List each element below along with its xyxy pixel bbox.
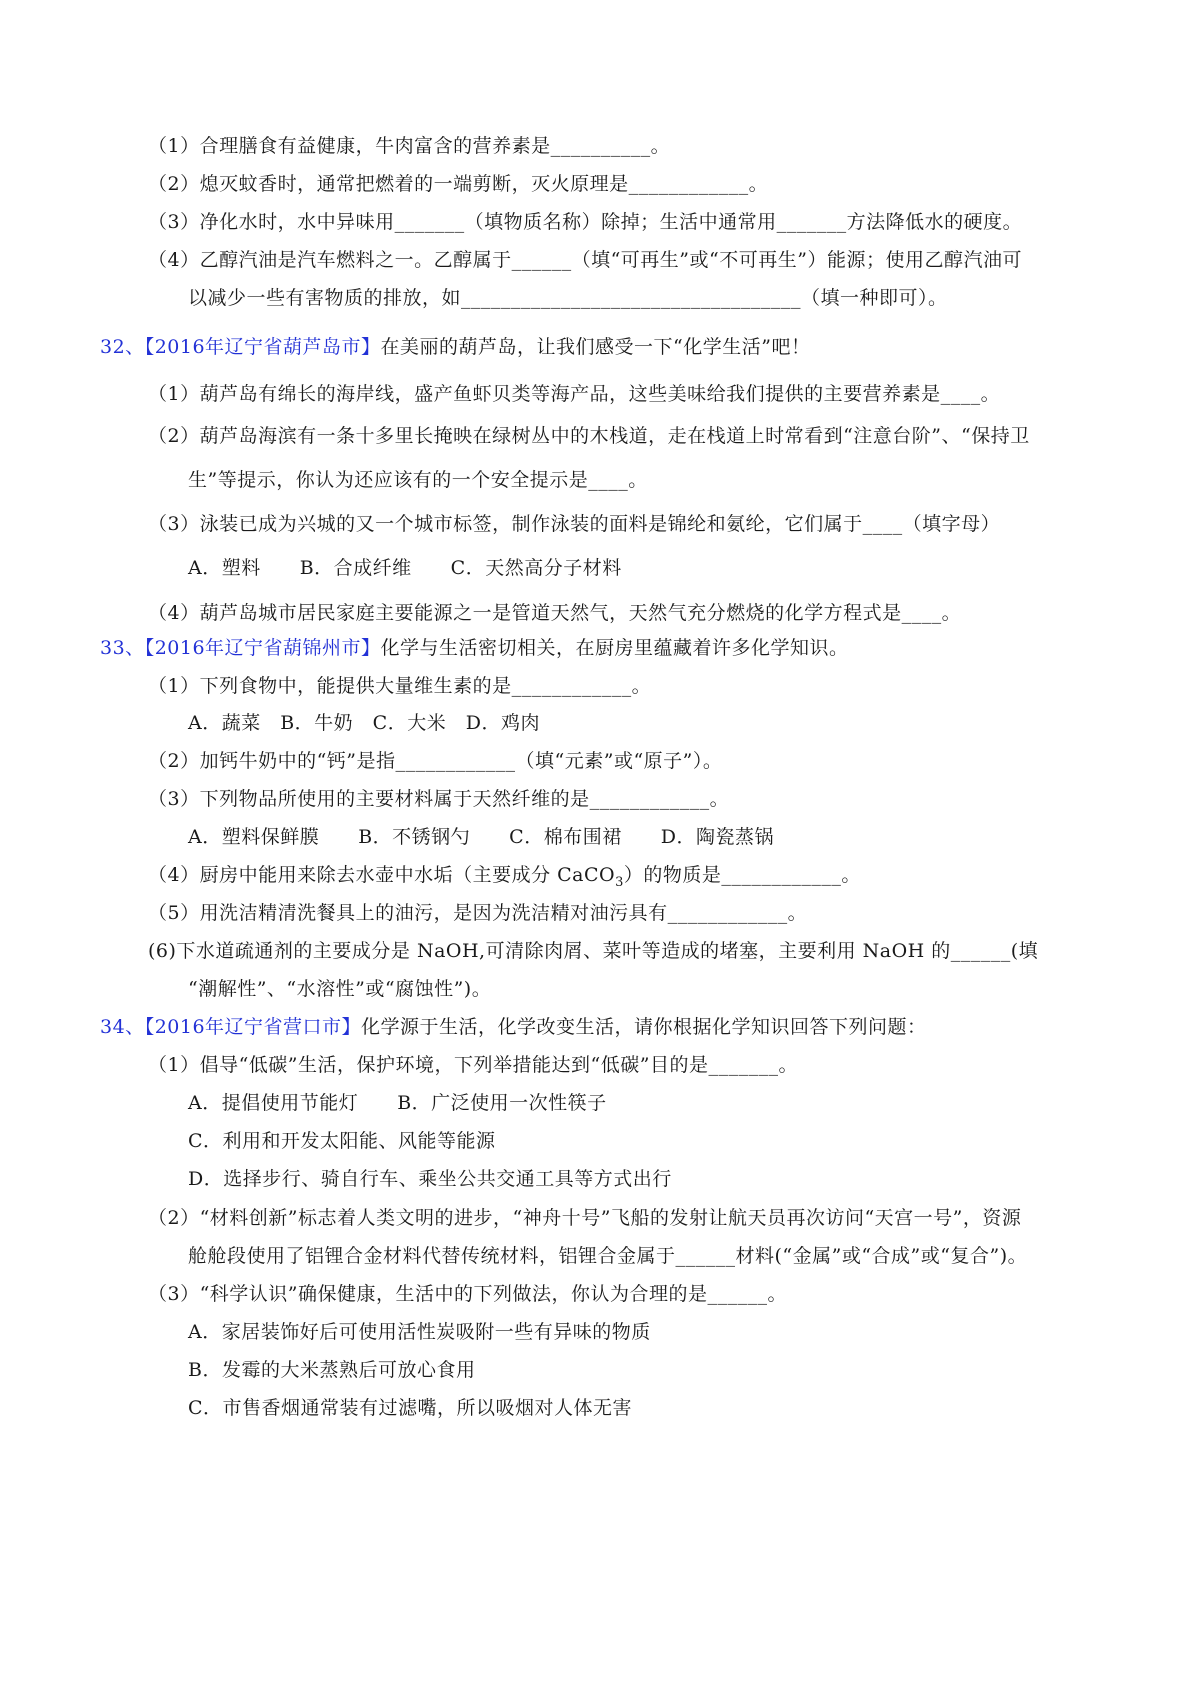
q33-number: 33、 bbox=[100, 637, 145, 659]
q33-part-4-tail: ）的物质是____________。 bbox=[623, 864, 861, 886]
q33-part-6-line1: (6)下水道疏通剂的主要成分是 NaOH,可清除肉屑、菜叶等造成的堵塞，主要利用 NaOH 的______(填 bbox=[148, 940, 1039, 962]
q33-part-2: （2）加钙牛奶中的“钙”是指____________（填“元素”或“原子”）。 bbox=[148, 750, 723, 772]
q34-source[interactable]: 【2016年辽宁省营口市】 bbox=[144, 1016, 362, 1038]
q34-part-1-options-ab: A．提倡使用节能灯 B．广泛使用一次性筷子 bbox=[188, 1092, 607, 1114]
q32-part-2-line1: （2）葫芦岛海滨有一条十多里长掩映在绿树丛中的木栈道，走在栈道上时常看到“注意台阶”、“保持卫 bbox=[148, 425, 1030, 447]
q34-part-1-option-c: C．利用和开发太阳能、风能等能源 bbox=[188, 1130, 496, 1152]
q32-part-4: （4）葫芦岛城市居民家庭主要能源之一是管道天然气，天然气充分燃烧的化学方程式是____。 bbox=[148, 602, 962, 624]
q33-part-4-subscript: 3 bbox=[615, 874, 624, 890]
q31-part-4-line2: 以减少一些有害物质的排放，如__________________________________（填一种即可）。 bbox=[188, 287, 948, 309]
q33-part-1: （1）下列食物中，能提供大量维生素的是____________。 bbox=[148, 675, 652, 697]
q32-part-3-options: A．塑料 B．合成纤维 C．天然高分子材料 bbox=[188, 557, 622, 579]
q32-stem: 在美丽的葫芦岛，让我们感受一下“化学生活”吧！ bbox=[380, 336, 811, 358]
q33-part-1-options: A．蔬菜 B．牛奶 C．大米 D．鸡肉 bbox=[188, 712, 540, 734]
q34-part-1: （1）倡导“低碳”生活，保护环境，下列举措能达到“低碳”目的是_______。 bbox=[148, 1054, 798, 1076]
q34-part-3-option-c: C．市售香烟通常装有过滤嘴，所以吸烟对人体无害 bbox=[188, 1397, 633, 1419]
q33-part-3: （3）下列物品所使用的主要材料属于天然纤维的是____________。 bbox=[148, 788, 730, 810]
q32-source[interactable]: 【2016年辽宁省葫芦岛市】 bbox=[144, 336, 381, 358]
q31-part-4-line1: （4）乙醇汽油是汽车燃料之一。乙醇属于______（填“可再生”或“不可再生”）能源；使用乙醇汽油可 bbox=[148, 249, 1022, 271]
q32-part-1: （1）葫芦岛有绵长的海岸线，盛产鱼虾贝类等海产品，这些美味给我们提供的主要营养素是____。 bbox=[148, 383, 1001, 405]
q34-part-2-line2: 舱舱段使用了铝锂合金材料代替传统材料，铝锂合金属于______材料(“金属”或“合成”或“复合”)。 bbox=[188, 1245, 1028, 1267]
q31-part-2: （2）熄灭蚊香时，通常把燃着的一端剪断，灭火原理是____________。 bbox=[148, 173, 769, 195]
q34-heading bbox=[100, 1015, 927, 1039]
q34-part-3-option-b: B．发霉的大米蒸熟后可放心食用 bbox=[188, 1359, 476, 1381]
q33-source[interactable]: 【2016年辽宁省葫锦州市】 bbox=[144, 637, 381, 659]
q34-part-3: （3）“科学认识”确保健康，生活中的下列做法，你认为合理的是______。 bbox=[148, 1283, 788, 1305]
q34-part-2-line1: （2）“材料创新”标志着人类文明的进步，“神舟十号”飞船的发射让航天员再次访问“天宫一号”，资源 bbox=[148, 1207, 1022, 1229]
q31-part-3: （3）净化水时，水中异味用_______（填物质名称）除掉；生活中通常用_______方法降低水的硬度。 bbox=[148, 211, 1023, 233]
q34-number: 34、 bbox=[100, 1016, 145, 1038]
q33-part-5: （5）用洗洁精清洗餐具上的油污，是因为洗洁精对油污具有____________。 bbox=[148, 902, 808, 924]
q32-heading bbox=[100, 335, 810, 359]
q33-part-4-text: （4）厨房中能用来除去水壶中水垢（主要成分 CaCO bbox=[148, 864, 616, 886]
q32-number: 32、 bbox=[100, 336, 145, 358]
q32-part-2-line2: 生”等提示，你认为还应该有的一个安全提示是____。 bbox=[188, 469, 648, 491]
q33-part-6-line2: “潮解性”、“水溶性”或“腐蚀性”)。 bbox=[188, 978, 492, 1000]
q34-part-1-option-d: D．选择步行、骑自行车、乘坐公共交通工具等方式出行 bbox=[188, 1168, 672, 1190]
q33-part-3-options: A．塑料保鲜膜 B．不锈钢勺 C．棉布围裙 D．陶瓷蒸锅 bbox=[188, 826, 774, 848]
q32-part-3: （3）泳装已成为兴城的又一个城市标签，制作泳装的面料是锦纶和氨纶，它们属于____（填字母） bbox=[148, 513, 1001, 535]
q33-part-4 bbox=[148, 863, 861, 890]
q31-part-1: （1）合理膳食有益健康，牛肉富含的营养素是__________。 bbox=[148, 135, 671, 157]
q34-stem: 化学源于生活，化学改变生活，请你根据化学知识回答下列问题： bbox=[361, 1016, 927, 1038]
q34-part-3-option-a: A．家居装饰好后可使用活性炭吸附一些有异味的物质 bbox=[188, 1321, 651, 1343]
q33-heading bbox=[100, 636, 849, 660]
q33-stem: 化学与生活密切相关，在厨房里蕴藏着许多化学知识。 bbox=[380, 637, 849, 659]
